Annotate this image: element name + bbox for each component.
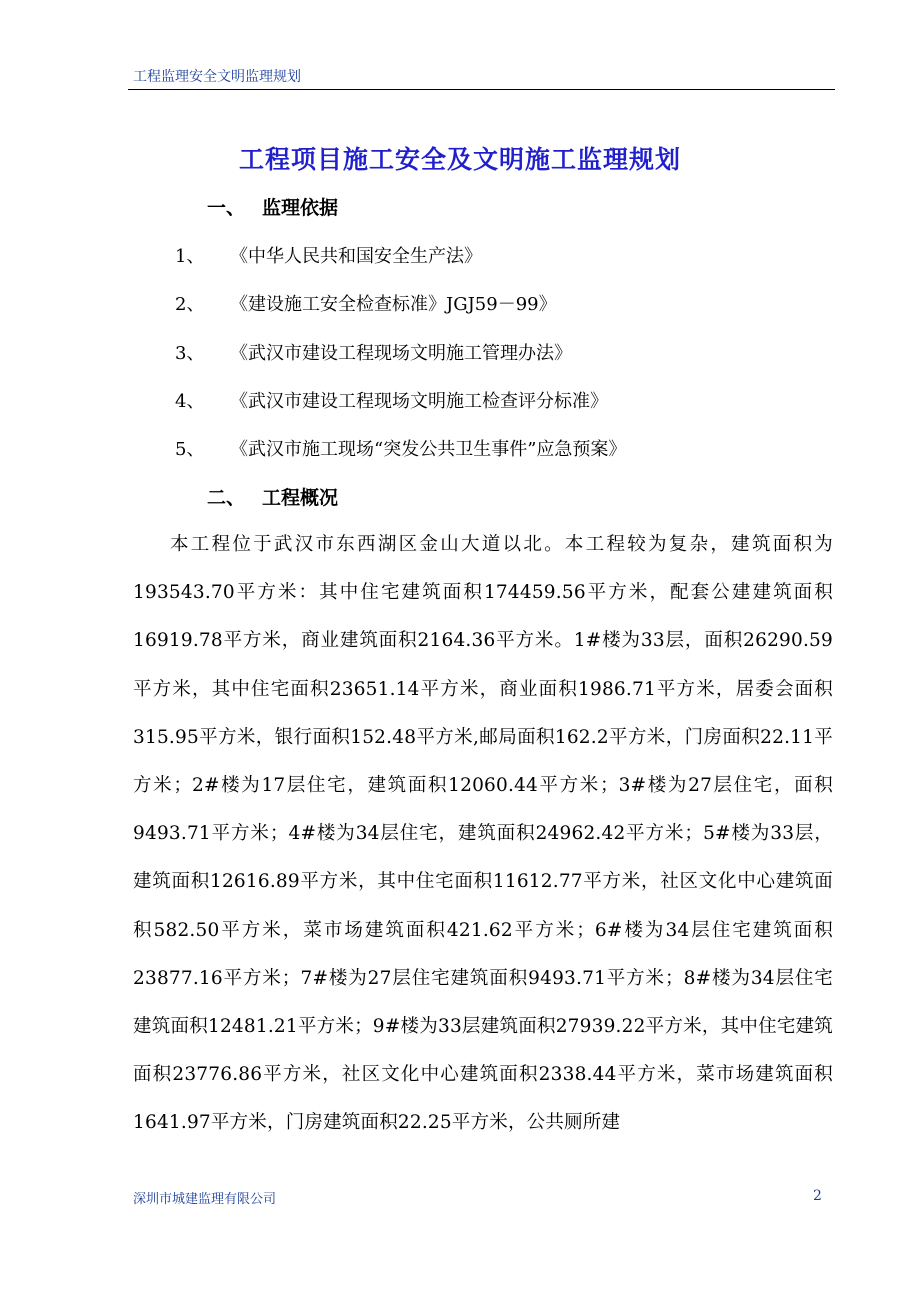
list-text: 《武汉市施工现场“突发公共卫生事件”应急预案》 [230,439,627,460]
basis-list-item [175,435,626,461]
list-text: 《中华人民共和国安全生产法》 [230,246,482,267]
basis-list-item [175,387,608,413]
section-number: 二、 [207,487,246,509]
basis-list-item [175,242,482,268]
basis-list-item [175,290,557,316]
footer-company: 深圳市城建监理有限公司 [133,1192,277,1207]
list-number: 1、 [175,246,205,267]
header-divider [128,89,835,90]
section-number: 一、 [207,197,246,219]
list-number: 5、 [175,439,205,460]
list-number: 2、 [175,294,205,315]
section-heading-overview [207,483,338,510]
list-text: 《武汉市建设工程现场文明施工管理办法》 [230,343,572,364]
list-number: 3、 [175,343,205,364]
list-text: 《武汉市建设工程现场文明施工检查评分标准》 [230,391,608,412]
document-title: 工程项目施工安全及文明施工监理规划 [238,145,681,174]
list-number: 4、 [175,391,205,412]
section-title: 工程概况 [262,487,339,509]
list-text: 《建设施工安全检查标准》JGJ59－99》 [230,294,557,315]
running-title: 工程监理安全文明监理规划 [133,69,301,85]
overview-paragraph: 本工程位于武汉市东西湖区金山大道以北。本工程较为复杂，建筑面积为193543.70平方米：其中住宅建筑面积174459.56平方米，配套公建建筑面积16919.78平方米，商业建筑面积2164.36平方米。1#楼为33层，面积26290.59平方米，其中住宅面积23651.14平方米，商业面积1986.71平方米，居委会面积315.95平方米，银行面积152.48平方米,邮局面积162.2平方米，门房面积22.11平方米；2#楼为17层住宅，建筑面积12060.44平方米；3#楼为27层住宅，面积9493.71平方米；4#楼为34层住宅，建筑面积24962.42平方米；5#楼为33层，建筑面积12616.89平方米，其中住宅面积11612.77平方米，社区文化中心建筑面积582.50平方米，菜市场建筑面积421.62平方米；6#楼为34层住宅建筑面积23877.16平方米；7#楼为27层住宅建筑面积9493.71平方米；8#楼为34层住宅建筑面积12481.21平方米；9#楼为33层建筑面积27939.22平方米，其中住宅建筑面积23776.86平方米，社区文化中心建筑面积2338.44平方米，菜市场建筑面积1641.97平方米，门房建筑面积22.25平方米，公共厕所建 [133,534,833,1134]
basis-list-item [175,339,572,365]
section-heading-basis [207,193,338,220]
section-title: 监理依据 [262,197,339,219]
page-number: 2 [813,1188,822,1204]
